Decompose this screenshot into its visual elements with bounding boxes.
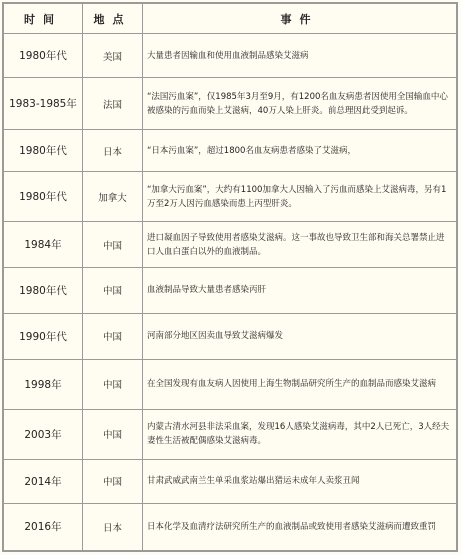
- cell-event: 血液制品导致大量患者感染丙肝: [143, 268, 457, 313]
- cell-place: 中国: [83, 459, 143, 503]
- cell-place: 中国: [83, 359, 143, 409]
- cell-event: “法国污血案”，仅1985年3月至9月，有1200名血友病患者因使用全国输血中心被感染的污血而染上艾滋病，40万人染上肝炎。前总理因此受到起诉。: [143, 78, 457, 130]
- header-row: [4, 4, 457, 34]
- table-row: [4, 78, 457, 130]
- cell-event: 内蒙古清水河县非法采血案，发现16人感染艾滋病毒，其中2人已死亡，3人经夫妻性生活被配偶感染艾滋病毒。: [143, 409, 457, 459]
- table-row: [4, 459, 457, 503]
- cell-event: 甘肃武威武南兰生单采血浆站爆出猎运未成年人卖浆丑闻: [143, 459, 457, 503]
- cell-place: 加拿大: [83, 172, 143, 222]
- cell-time: 1983-1985年: [4, 78, 83, 130]
- cell-event: “加拿大污血案”，大约有1100加拿大人因输入了污血而感染上艾滋病毒，另有1万至2万人因污血感染而患上丙型肝炎。: [143, 172, 457, 222]
- cell-time: 2016年: [4, 503, 83, 550]
- cell-time: 2003年: [4, 409, 83, 459]
- cell-time: 2014年: [4, 459, 83, 503]
- table-row: [4, 359, 457, 409]
- cell-place: 法国: [83, 78, 143, 130]
- table-row: [4, 222, 457, 268]
- events-table-container: [2, 2, 458, 552]
- cell-place: 日本: [83, 503, 143, 550]
- cell-place: 中国: [83, 313, 143, 359]
- cell-place: 中国: [83, 409, 143, 459]
- table-row: [4, 268, 457, 313]
- cell-time: 1980年代: [4, 172, 83, 222]
- cell-event: 大量患者因输血和使用血液制品感染艾滋病: [143, 34, 457, 78]
- cell-event: “日本污血案”，超过1800名血友病患者感染了艾滋病，: [143, 130, 457, 172]
- table-row: [4, 503, 457, 550]
- table-row: [4, 34, 457, 78]
- header-event: 事件: [143, 4, 457, 34]
- cell-place: 中国: [83, 222, 143, 268]
- cell-place: 日本: [83, 130, 143, 172]
- cell-place: 美国: [83, 34, 143, 78]
- cell-time: 1984年: [4, 222, 83, 268]
- cell-time: 1980年代: [4, 34, 83, 78]
- cell-event: 日本化学及血清疗法研究所生产的血液制品或致使用者感染艾滋病而遭致重罚: [143, 503, 457, 550]
- cell-place: 中国: [83, 268, 143, 313]
- cell-event: 河南部分地区因卖血导致艾滋病爆发: [143, 313, 457, 359]
- cell-time: 1998年: [4, 359, 83, 409]
- header-place: 地点: [83, 4, 143, 34]
- cell-time: 1980年代: [4, 130, 83, 172]
- table-row: [4, 313, 457, 359]
- cell-event: 进口凝血因子导致使用者感染艾滋病。这一事故也导致卫生部和海关总署禁止进口人血白蛋白以外的血液制品。: [143, 222, 457, 268]
- cell-time: 1980年代: [4, 268, 83, 313]
- cell-time: 1990年代: [4, 313, 83, 359]
- table-row: [4, 172, 457, 222]
- header-time: 时间: [4, 4, 83, 34]
- cell-event: 在全国发现有血友病人因使用上海生物制品研究所生产的血制品而感染艾滋病: [143, 359, 457, 409]
- table-row: [4, 130, 457, 172]
- events-table: [3, 3, 457, 551]
- table-row: [4, 409, 457, 459]
